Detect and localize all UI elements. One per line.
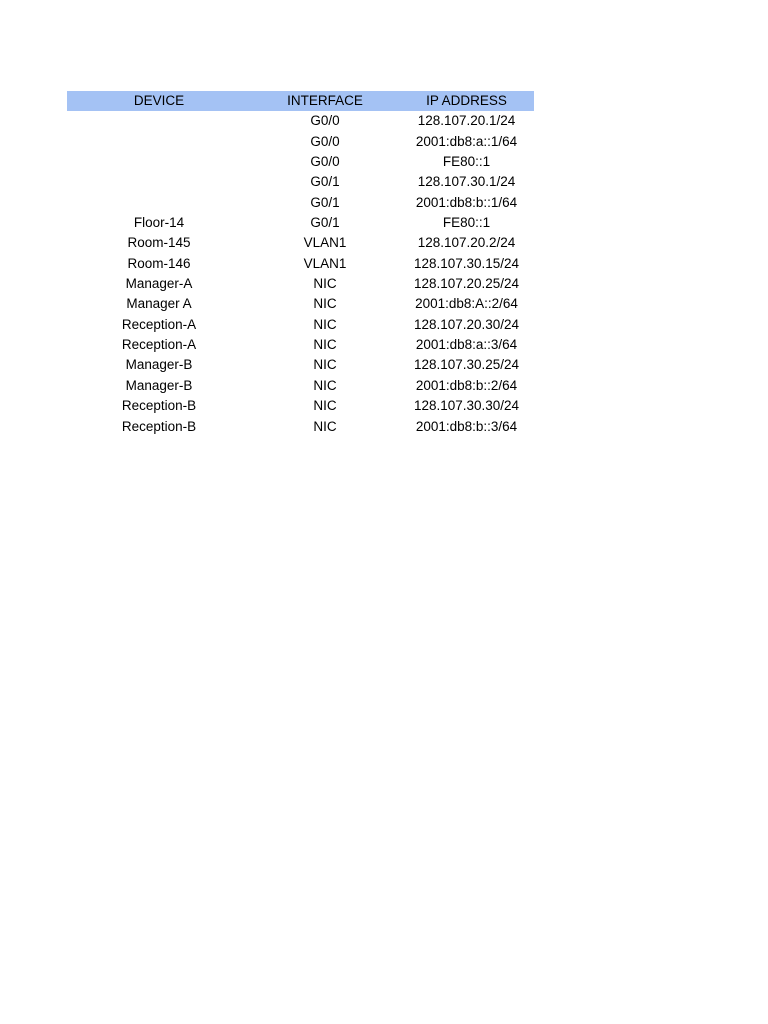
cell-interface: G0/1 <box>310 215 340 231</box>
cell-device: Reception-B <box>121 418 197 434</box>
table-row <box>67 396 534 416</box>
cell-device: Manager-B <box>125 377 193 393</box>
cell-interface: NIC <box>313 377 337 393</box>
table-row <box>67 152 534 172</box>
cell-interface: G0/0 <box>310 154 340 170</box>
table-row <box>67 172 534 192</box>
cell-ip-address: FE80::1 <box>442 215 491 231</box>
cell-ip-address: 2001:db8:A::2/64 <box>415 296 518 312</box>
cell-device: Reception-B <box>121 398 197 414</box>
cell-ip-address: 2001:db8:b::3/64 <box>415 418 518 434</box>
cell-device: Reception-A <box>121 337 197 353</box>
cell-interface: NIC <box>313 276 337 292</box>
cell-device: Floor-14 <box>133 215 185 231</box>
table-row <box>67 274 534 294</box>
table-row <box>67 315 534 335</box>
column-header-interface: INTERFACE <box>287 93 363 108</box>
table-header <box>67 91 534 111</box>
cell-ip-address: 2001:db8:b::2/64 <box>415 377 518 393</box>
cell-ip-address: FE80::1 <box>442 154 491 170</box>
column-header-device: DEVICE <box>133 93 185 108</box>
cell-device <box>67 132 251 152</box>
cell-interface: NIC <box>313 398 337 414</box>
table-row <box>67 355 534 375</box>
cell-ip-address: 128.107.20.2/24 <box>417 235 516 251</box>
cell-device: Room-146 <box>127 255 191 271</box>
table-row <box>67 213 534 233</box>
cell-interface: G0/1 <box>310 194 340 210</box>
cell-device: Manager A <box>126 296 192 312</box>
cell-interface: NIC <box>313 357 337 373</box>
cell-interface: NIC <box>313 337 337 353</box>
table-row <box>67 376 534 396</box>
table-row <box>67 335 534 355</box>
cell-interface: NIC <box>313 418 337 434</box>
cell-device: Manager-B <box>125 357 193 373</box>
table-row <box>67 417 534 437</box>
cell-device: Room-145 <box>127 235 191 251</box>
cell-interface: G0/1 <box>310 174 340 190</box>
table-row <box>67 294 534 314</box>
cell-interface: NIC <box>313 296 337 312</box>
cell-interface: VLAN1 <box>303 255 347 271</box>
cell-device <box>67 172 251 192</box>
cell-ip-address: 128.107.30.15/24 <box>413 255 520 271</box>
table-row <box>67 132 534 152</box>
cell-ip-address: 2001:db8:b::1/64 <box>415 194 518 210</box>
cell-ip-address: 128.107.30.30/24 <box>413 398 520 414</box>
cell-ip-address: 128.107.20.30/24 <box>413 316 520 332</box>
cell-ip-address: 2001:db8:a::1/64 <box>415 133 518 149</box>
table-row <box>67 111 534 131</box>
cell-ip-address: 128.107.20.1/24 <box>417 113 516 129</box>
addressing-table <box>67 91 534 437</box>
cell-device <box>67 193 251 213</box>
table-row <box>67 233 534 253</box>
cell-interface: NIC <box>313 316 337 332</box>
table-row <box>67 193 534 213</box>
cell-interface: G0/0 <box>310 113 340 129</box>
table-body <box>67 111 534 437</box>
cell-ip-address: 128.107.30.25/24 <box>413 357 520 373</box>
cell-device <box>67 111 251 131</box>
cell-device <box>67 152 251 172</box>
cell-device: Reception-A <box>121 316 197 332</box>
cell-ip-address: 2001:db8:a::3/64 <box>415 337 518 353</box>
cell-interface: VLAN1 <box>303 235 347 251</box>
cell-interface: G0/0 <box>310 133 340 149</box>
table-row <box>67 254 534 274</box>
cell-ip-address: 128.107.30.1/24 <box>417 174 516 190</box>
cell-device: Manager-A <box>125 276 193 292</box>
cell-ip-address: 128.107.20.25/24 <box>413 276 520 292</box>
column-header-ip-address: IP ADDRESS <box>426 93 507 108</box>
